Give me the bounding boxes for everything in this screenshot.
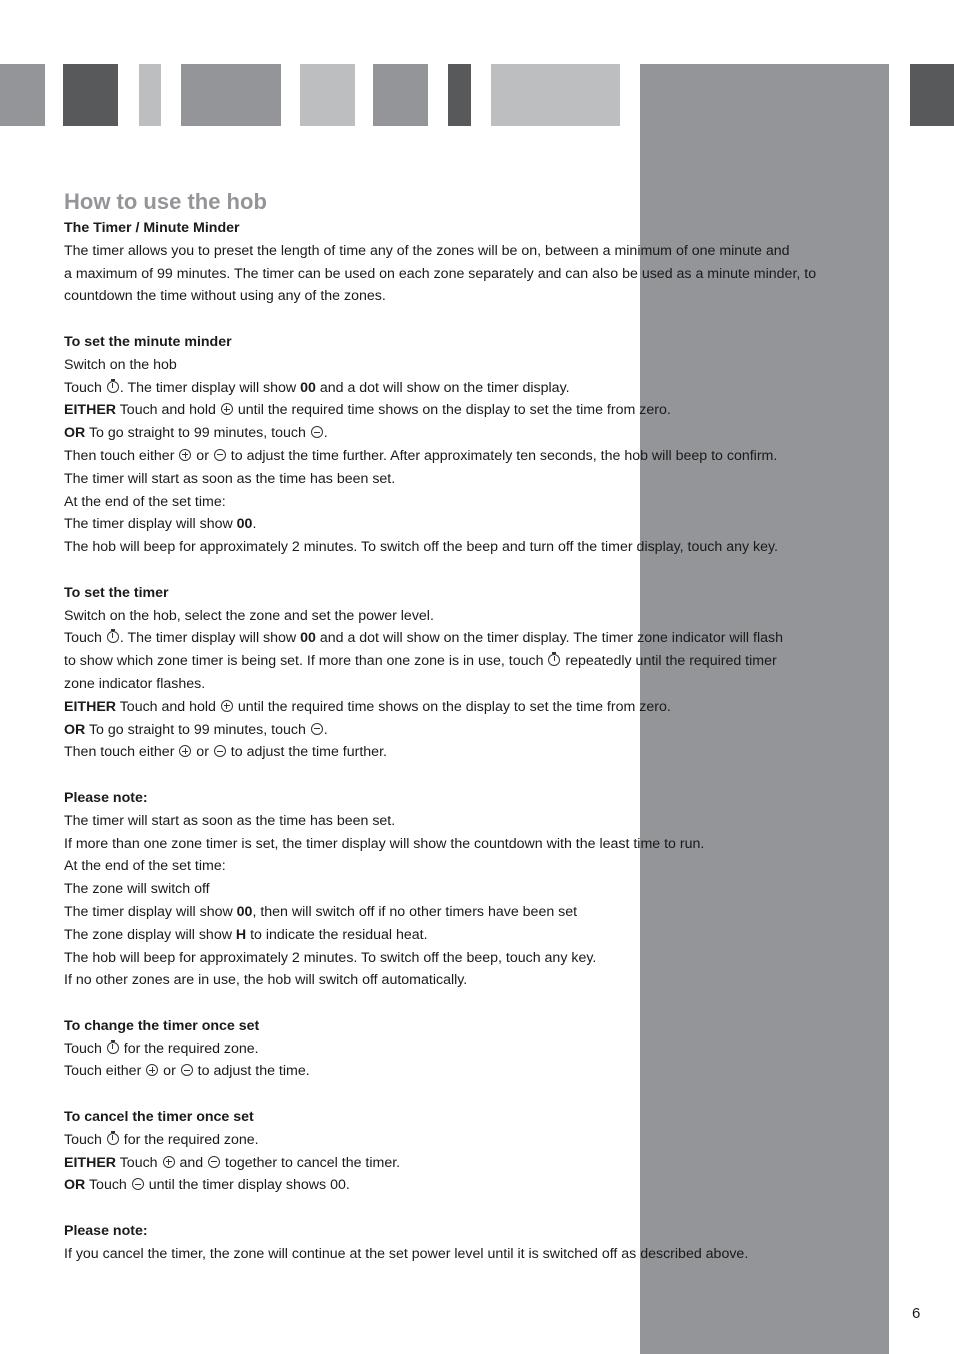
paragraph-line: OR To go straight to 99 minutes, touch . [64, 425, 328, 442]
plus-icon [221, 700, 233, 712]
timer-icon [107, 1133, 119, 1145]
timer-icon [107, 631, 119, 643]
paragraph-line: The timer allows you to preset the length of time any of the zones will be on, between a minimum of one minute and [64, 242, 790, 259]
timer-icon [107, 1042, 119, 1054]
paragraph-line: Touch . The timer display will show 00 and a dot will show on the timer display. [64, 379, 570, 396]
section-heading: To change the timer once set [64, 1017, 260, 1034]
header-block-1 [0, 64, 45, 126]
paragraph-line: zone indicator flashes. [64, 675, 206, 692]
minus-icon [214, 745, 226, 757]
timer-icon [548, 654, 560, 666]
header-block-2 [63, 64, 118, 126]
header-block-7 [448, 64, 471, 126]
paragraph-line: EITHER Touch and hold until the required time shows on the display to set the time from zero. [64, 698, 671, 715]
section-heading: To set the timer [64, 584, 169, 601]
paragraph-line: countdown the time without using any of the zones. [64, 288, 386, 305]
minus-icon [181, 1064, 193, 1076]
plus-icon [146, 1064, 158, 1076]
paragraph-line: If no other zones are in use, the hob will switch off automatically. [64, 972, 468, 989]
paragraph-line: Touch either or to adjust the time. [64, 1063, 310, 1080]
minus-icon [132, 1178, 144, 1190]
header-block-8 [491, 64, 620, 126]
paragraph-line: The zone display will show H to indicate the residual heat. [64, 926, 428, 943]
paragraph-line: Then touch either or to adjust the time further. [64, 744, 387, 761]
paragraph-line: Touch for the required zone. [64, 1040, 259, 1057]
header-block-6 [373, 64, 428, 126]
paragraph-line: Then touch either or to adjust the time further. After approximately ten seconds, the hob will beep to confirm. [64, 447, 778, 464]
section-heading: Please note: [64, 789, 148, 806]
paragraph-line: OR Touch until the timer display shows 00. [64, 1177, 350, 1194]
paragraph-line: Switch on the hob, select the zone and set the power level. [64, 607, 434, 624]
paragraph-line: If more than one zone timer is set, the timer display will show the countdown with the least time to run. [64, 835, 705, 852]
section-heading: The Timer / Minute Minder [64, 220, 240, 236]
paragraph-line: Touch . The timer display will show 00 and a dot will show on the timer display. The timer zone indicator will flash [64, 630, 783, 647]
plus-icon [179, 745, 191, 757]
header-block-3 [139, 64, 161, 126]
paragraph-line: EITHER Touch and hold until the required time shows on the display to set the time from zero. [64, 402, 671, 419]
paragraph-line: At the end of the set time: [64, 858, 226, 875]
paragraph-line: The timer display will show 00, then will switch off if no other timers have been set [64, 903, 578, 920]
section-heading: To cancel the timer once set [64, 1109, 254, 1126]
plus-icon [163, 1156, 175, 1168]
minus-icon [311, 426, 323, 438]
paragraph-line: If you cancel the timer, the zone will continue at the set power level until it is switched off as described above. [64, 1245, 749, 1262]
paragraph-line: EITHER Touch and together to cancel the timer. [64, 1154, 401, 1171]
paragraph-line: OR To go straight to 99 minutes, touch . [64, 721, 328, 738]
paragraph-line: a maximum of 99 minutes. The timer can be used on each zone separately and can also be used as a minute minder, to [64, 265, 817, 282]
timer-icon [107, 381, 119, 393]
header-block-4 [181, 64, 281, 126]
paragraph-line: The timer will start as soon as the time has been set. [64, 812, 396, 829]
minus-icon [208, 1156, 220, 1168]
plus-icon [221, 403, 233, 415]
paragraph-line: At the end of the set time: [64, 493, 226, 510]
paragraph-line: The zone will switch off [64, 881, 210, 898]
plus-icon [179, 449, 191, 461]
paragraph-line: The timer will start as soon as the time has been set. [64, 470, 396, 487]
header-block-5 [300, 64, 355, 126]
minus-icon [214, 449, 226, 461]
page-content [64, 188, 824, 1266]
header-block-9 [910, 64, 954, 126]
paragraph-line: to show which zone timer is being set. If more than one zone is in use, touch repeatedly until the required timer [64, 653, 777, 670]
section-heading: To set the minute minder [64, 333, 232, 350]
paragraph-line: The timer display will show 00. [64, 516, 257, 533]
paragraph-line: The hob will beep for approximately 2 minutes. To switch off the beep and turn off the timer display, touch any key. [64, 539, 778, 556]
section-heading: Please note: [64, 1223, 148, 1240]
paragraph-line: Touch for the required zone. [64, 1131, 259, 1148]
page-title: How to use the hob [64, 189, 267, 214]
minus-icon [311, 723, 323, 735]
paragraph-line: Switch on the hob [64, 356, 177, 373]
paragraph-line: The hob will beep for approximately 2 minutes. To switch off the beep, touch any key. [64, 949, 597, 966]
page-number: 6 [912, 1305, 921, 1322]
